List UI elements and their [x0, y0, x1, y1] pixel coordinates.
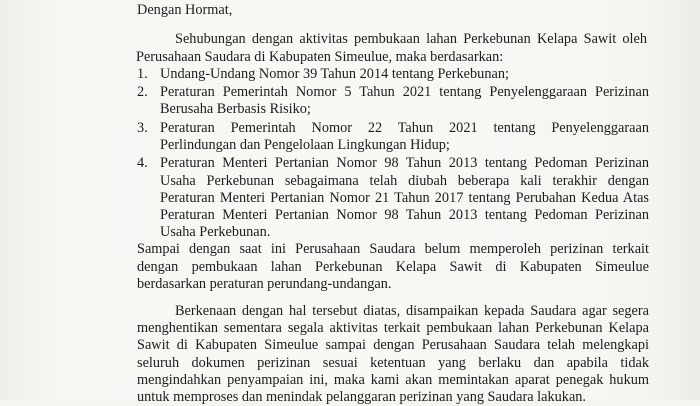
list-number: 3.: [137, 120, 148, 136]
paragraph-2-line-3: berdasarkan peraturan perundang-undangan.: [137, 276, 392, 292]
list-number: 1.: [137, 66, 148, 82]
list-number: 4.: [137, 155, 148, 171]
paragraph-2-line-2: dengan pembukaan lahan Perkebunan Kelapa Sawit di Kabupaten Simeulue: [137, 259, 649, 275]
list-item-1-line-1: Undang-Undang Nomor 39 Tahun 2014 tentang Perkebunan;: [160, 66, 509, 82]
list-item-3-line-2: Perlindungan dan Pengelolaan Lingkungan Hidup;: [160, 137, 450, 153]
paragraph-3-line-5: mengindahkan penyampaian ini, maka kami akan memintakan aparat penegak hukum: [137, 372, 649, 388]
paragraph-3-line-1: Berkenaan dengan hal tersebut diatas, disampaikan kepada Saudara agar segera: [175, 303, 649, 319]
salutation: Dengan Hormat,: [137, 2, 233, 18]
paragraph-3-line-3: Sawit di Kabupaten Simeulue sampai dengan Perusahaan Saudara telah melengkapi: [137, 337, 649, 353]
paragraph-1-line-1: Sehubungan dengan aktivitas pembukaan lahan Perkebunan Kelapa Sawit oleh: [175, 31, 647, 47]
paragraph-3-line-4: seluruh dokumen perizinan sesuai ketentuan yang berlaku dan apabila tidak: [137, 355, 649, 371]
list-item-3-line-1: Peraturan Pemerintah Nomor 22 Tahun 2021 tentang Penyelenggaraan: [160, 120, 649, 136]
paragraph-3-line-2: menghentikan sementara segala aktivitas terkait pembukaan lahan Perkebunan Kelapa: [137, 320, 649, 336]
paragraph-3-line-6: untuk memproses dan menindak pelanggaran perizinan yang Saudara lakukan.: [137, 389, 587, 405]
list-item-4-line-5: Usaha Perkebunan.: [160, 224, 271, 240]
list-item-4-line-1: Peraturan Menteri Pertanian Nomor 98 Tahun 2013 tentang Pedoman Perizinan: [160, 155, 649, 171]
list-item-2-line-2: Berusaha Berbasis Risiko;: [160, 101, 311, 117]
list-item-4-line-2: Usaha Perkebunan sebagaimana telah diubah beberapa kali terakhir dengan: [160, 173, 649, 189]
list-item-4-line-4: Peraturan Menteri Pertanian Nomor 98 Tahun 2013 tentang Pedoman Perizinan: [160, 207, 649, 223]
paragraph-2-line-1: Sampai dengan saat ini Perusahaan Saudara belum memperoleh perizinan terkait: [137, 241, 649, 257]
list-number: 2.: [137, 84, 148, 100]
paragraph-1-line-2: Perusahaan Saudara di Kabupaten Simeulue, maka berdasarkan:: [136, 49, 504, 65]
list-item-4-line-3: Peraturan Menteri Pertanian Nomor 21 Tahun 2017 tentang Perubahan Kedua Atas: [160, 190, 649, 206]
list-item-2-line-1: Peraturan Pemerintah Nomor 5 Tahun 2021 tentang Penyelenggaraan Perizinan: [160, 84, 649, 100]
